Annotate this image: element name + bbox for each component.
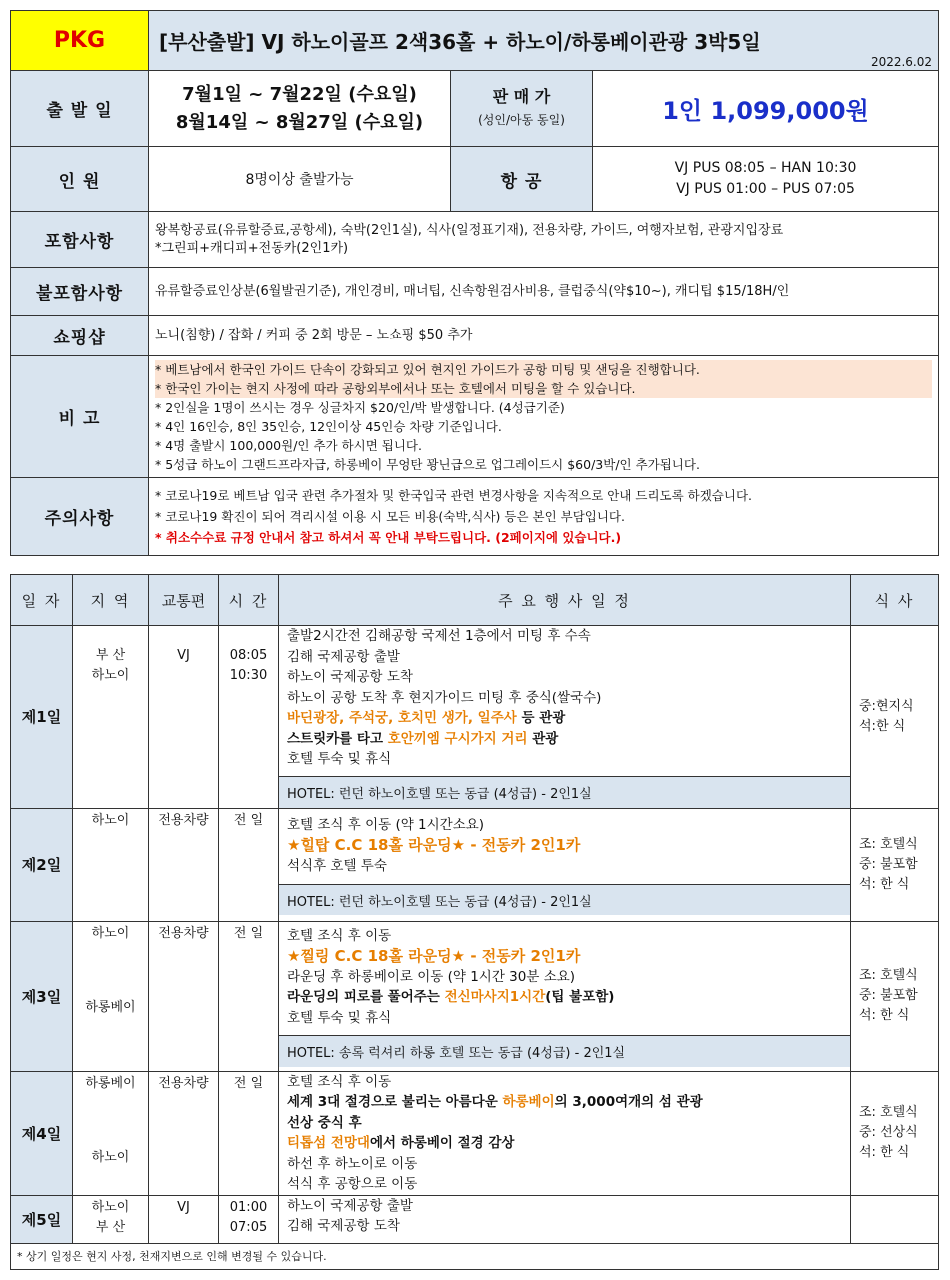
day-itinerary (279, 1195, 851, 1243)
itinerary-line: 하노이 국제공항 도착 (287, 669, 413, 685)
day-meals (851, 626, 939, 809)
remark-item: * 2인실을 1명이 쓰시는 경우 싱글차지 $20/인/박 발생합니다. (4성급기준) (155, 399, 565, 415)
itinerary-line: 호텔 조식 후 이동 (287, 1073, 392, 1090)
meal-line: 중: 불포함 (859, 988, 918, 1003)
day-region: 하노이 (73, 808, 149, 921)
time-line: 07:05 (229, 1219, 268, 1235)
day-region (73, 1195, 149, 1243)
departure-label: 출 발 일 (11, 71, 149, 147)
day-itinerary (279, 1071, 851, 1195)
departure-line-2: 8월14일 ~ 8월27일 (수요일) (175, 111, 424, 133)
departure-line-1: 7월1일 ~ 7월22일 (수요일) (182, 83, 417, 105)
meal-line: 석: 한 식 (859, 876, 910, 892)
time-line: 08:05 (229, 648, 268, 663)
header-transport: 교통편 (149, 575, 219, 626)
header-time: 시 간 (219, 575, 279, 626)
meal-line: 중: 불포함 (859, 856, 918, 872)
day-transport: 전용차량 (149, 808, 219, 921)
day-label: 제2일 (11, 808, 73, 921)
schedule-table (10, 574, 939, 1270)
meal-line: 석: 한 식 (859, 1008, 910, 1023)
region-line: 하노이 (91, 925, 130, 941)
itinerary-line: 하노이 국제공항 출발 (287, 1197, 413, 1214)
price-label (451, 71, 593, 147)
day-transport: VJ (149, 626, 219, 809)
meal-line: 조: 호텔식 (859, 836, 918, 852)
itinerary-line: ★찔링 C.C 18홀 라운딩★ - 전동카 2인1카 (287, 947, 581, 965)
flight-info (593, 147, 939, 212)
caution-label: 주의사항 (11, 478, 149, 556)
package-title-text: [부산출발] VJ 하노이골프 2색36홀 + 하노이/하롱베이관광 3박5일 (159, 30, 761, 54)
people-label: 인 원 (11, 147, 149, 212)
day-meals (851, 808, 939, 921)
meal-line: 조: 호텔식 (859, 1105, 918, 1120)
day-transport: VJ (149, 1195, 219, 1243)
region-line: 부 산 (95, 1219, 126, 1235)
itinerary-line: 하선 후 하노이로 이동 (287, 1155, 418, 1172)
itinerary-line: 호텔 투숙 및 휴식 (287, 1009, 392, 1026)
header-itinerary: 주 요 행 사 일 정 (279, 575, 851, 626)
schedule-header-row (11, 575, 939, 626)
day-row-2 (11, 808, 939, 921)
shopping-value: 노니(침향) / 잡화 / 커피 중 2회 방문 – 노쇼핑 $50 추가 (149, 316, 939, 356)
itinerary-line: 세계 3대 절경으로 불리는 아름다운 하롱베이의 3,000여개의 섬 관광 (287, 1094, 703, 1110)
footnote-row (11, 1243, 939, 1269)
region-line: 하롱베이 (85, 999, 136, 1015)
day-label: 제5일 (11, 1195, 73, 1243)
itinerary-line: 티톱섬 전망대에서 하롱베이 절경 감상 (287, 1135, 515, 1151)
region-line: 하롱베이 (85, 1075, 136, 1091)
highlight-observatory: 티톱섬 전망대 (287, 1135, 370, 1151)
itinerary-line: 호텔 투숙 및 휴식 (287, 751, 392, 767)
region-line: 부 산 (95, 648, 126, 663)
day-meals (851, 1071, 939, 1195)
region-line: 하노이 (91, 668, 130, 683)
pkg-badge: PKG (11, 11, 149, 71)
day-label: 제3일 (11, 921, 73, 1071)
itinerary-line: 석식 후 공항으로 이동 (287, 1176, 418, 1192)
departure-dates (149, 71, 451, 147)
remark-item: * 베트남에서 한국인 가이드 단속이 강화되고 있어 현지인 가이드가 공항 미팅 및 샌딩을 진행합니다. (155, 360, 932, 379)
shopping-label: 쇼핑샵 (11, 316, 149, 356)
day-region (73, 626, 149, 809)
header-day: 일 자 (11, 575, 73, 626)
caution-line-1: * 코로나19로 베트남 입국 관련 추가절차 및 한국입국 관련 변경사항을 지속적으로 안내 드리도록 하겠습니다. (155, 488, 753, 503)
included-line-2: *그린피+캐디피+전동카(2인1카) (155, 240, 349, 256)
caution-list (149, 478, 939, 556)
day-region (73, 921, 149, 1071)
meal-line: 조: 호텔식 (859, 968, 918, 983)
day-itinerary (279, 921, 851, 1071)
itinerary-line: 하노이 공항 도착 후 현지가이드 미팅 후 중식(쌀국수) (287, 689, 602, 706)
day-itinerary (279, 626, 851, 809)
price-label-text: 판 매 가 (492, 87, 551, 106)
day-time: 전 일 (219, 1071, 279, 1195)
itinerary-line: 호텔 조식 후 이동 (287, 927, 392, 944)
day-time: 전 일 (219, 808, 279, 921)
day-region (73, 1071, 149, 1195)
hotel-info: HOTEL: 런던 하노이호텔 또는 동급 (4성급) - 2인1실 (279, 776, 850, 808)
meal-line: 석:한 식 (859, 718, 906, 734)
day-time (219, 1195, 279, 1243)
people-value: 8명이상 출발가능 (149, 147, 451, 212)
time-line: 01:00 (229, 1199, 268, 1215)
excluded-label: 불포함사항 (11, 268, 149, 316)
day-row-5 (11, 1195, 939, 1243)
included-line-1: 왕복항공료(유류할증료,공항세), 숙박(2인1실), 식사(일정표기재), 전용차량, 가이드, 여행자보험, 관광지입장료 (155, 222, 784, 238)
highlight-sights: 바딘광장, 주석궁, 호치민 생가, 일주사 (287, 710, 517, 726)
day-row-1 (11, 626, 939, 809)
package-info-table (10, 10, 939, 556)
excluded-value: 유류할증료인상분(6월발권기준), 개인경비, 매너팁, 신속항원검사비용, 클럽중식(약$10~), 캐디팁 $15/18H/인 (149, 268, 939, 316)
flight-label: 항 공 (451, 147, 593, 212)
price-value: 1인 1,099,000원 (593, 71, 939, 147)
day-itinerary (279, 808, 851, 921)
remarks-label: 비 고 (11, 356, 149, 478)
day-row-4 (11, 1071, 939, 1195)
highlight-halong: 하롱베이 (502, 1094, 555, 1110)
itinerary-line: 라운딩의 피로를 풀어주는 전신마사지1시간(팁 불포함) (287, 989, 615, 1005)
included-value (149, 212, 939, 268)
day-transport: 전용차량 (149, 1071, 219, 1195)
package-title (149, 11, 939, 71)
header-meal: 식 사 (851, 575, 939, 626)
remark-item: * 4명 출발시 100,000원/인 추가 하시면 됩니다. (155, 437, 422, 453)
time-line: 10:30 (229, 668, 268, 683)
remarks-list (149, 356, 939, 478)
itinerary-line: 라운딩 후 하롱베이로 이동 (약 1시간 30분 소요) (287, 968, 576, 985)
day-label: 제1일 (11, 626, 73, 809)
itinerary-line: 김해 국제공항 도착 (287, 1218, 400, 1234)
flight-line-1: VJ PUS 08:05 – HAN 10:30 (674, 160, 857, 176)
remark-item: * 한국인 가이는 현지 사정에 따라 공항외부에서나 또는 호텔에서 미팅을 할 수 있습니다. (155, 379, 932, 398)
region-line: 하노이 (91, 1149, 130, 1165)
remark-item: * 5성급 하노이 그랜드프라자급, 하롱베이 무엉탄 꽝닌급으로 업그레이드시 $60/3박/인 추가됩니다. (155, 456, 700, 472)
included-label: 포함사항 (11, 212, 149, 268)
footnote: * 상기 일정은 현지 사정, 천재지변으로 인해 변경될 수 있습니다. (11, 1243, 939, 1269)
header-region: 지 역 (73, 575, 149, 626)
caution-line-2: * 코로나19 확진이 되어 격리시설 이용 시 모든 비용(숙박,식사) 등은 본인 부담입니다. (155, 509, 625, 524)
highlight-sights: 호안끼엠 구시가지 거리 (387, 730, 528, 747)
meal-line: 중:현지식 (859, 698, 914, 714)
itinerary-line: 호텔 조식 후 이동 (약 1시간소요) (287, 816, 485, 833)
hotel-info: HOTEL: 송록 럭셔리 하롱 호텔 또는 동급 (4성급) - 2인1실 (279, 1035, 850, 1067)
day-row-3 (11, 921, 939, 1071)
day-label: 제4일 (11, 1071, 73, 1195)
itinerary-line: 스트릿카를 타고 호안끼엠 구시가지 거리 관광 (287, 730, 559, 747)
region-line: 하노이 (91, 1199, 130, 1215)
flight-line-2: VJ PUS 01:00 – PUS 07:05 (676, 181, 855, 197)
itinerary-line: ★힐탑 C.C 18홀 라운딩★ - 전동카 2인1카 (287, 836, 581, 854)
day-meals (851, 1195, 939, 1243)
day-meals (851, 921, 939, 1071)
meal-line: 중: 선상식 (859, 1125, 918, 1140)
document-date: 2022.6.02 (870, 55, 933, 69)
price-sublabel: (성인/아동 동일) (478, 113, 565, 127)
caution-line-3: * 취소수수료 규정 안내서 참고 하셔서 꼭 안내 부탁드립니다. (2페이지에 있습니다.) (155, 530, 622, 545)
itinerary-line: 출발2시간전 김해공항 국제선 1층에서 미팅 후 수속 (287, 628, 591, 644)
itinerary-line: 바딘광장, 주석궁, 호치민 생가, 일주사 등 관광 (287, 710, 566, 726)
day-time (219, 626, 279, 809)
meal-line: 석: 한 식 (859, 1145, 910, 1160)
hotel-info: HOTEL: 런던 하노이호텔 또는 동급 (4성급) - 2인1실 (279, 884, 850, 915)
day-time: 전 일 (219, 921, 279, 1071)
itinerary-line: 석식후 호텔 투숙 (287, 857, 387, 874)
day-transport: 전용차량 (149, 921, 219, 1071)
remark-item: * 4인 16인승, 8인 35인승, 12인이상 45인승 차량 기준입니다. (155, 418, 502, 434)
itinerary-line: 선상 중식 후 (287, 1114, 362, 1131)
itinerary-line: 김해 국제공항 출발 (287, 648, 400, 665)
highlight-massage: 전신마사지1시간 (444, 989, 546, 1005)
